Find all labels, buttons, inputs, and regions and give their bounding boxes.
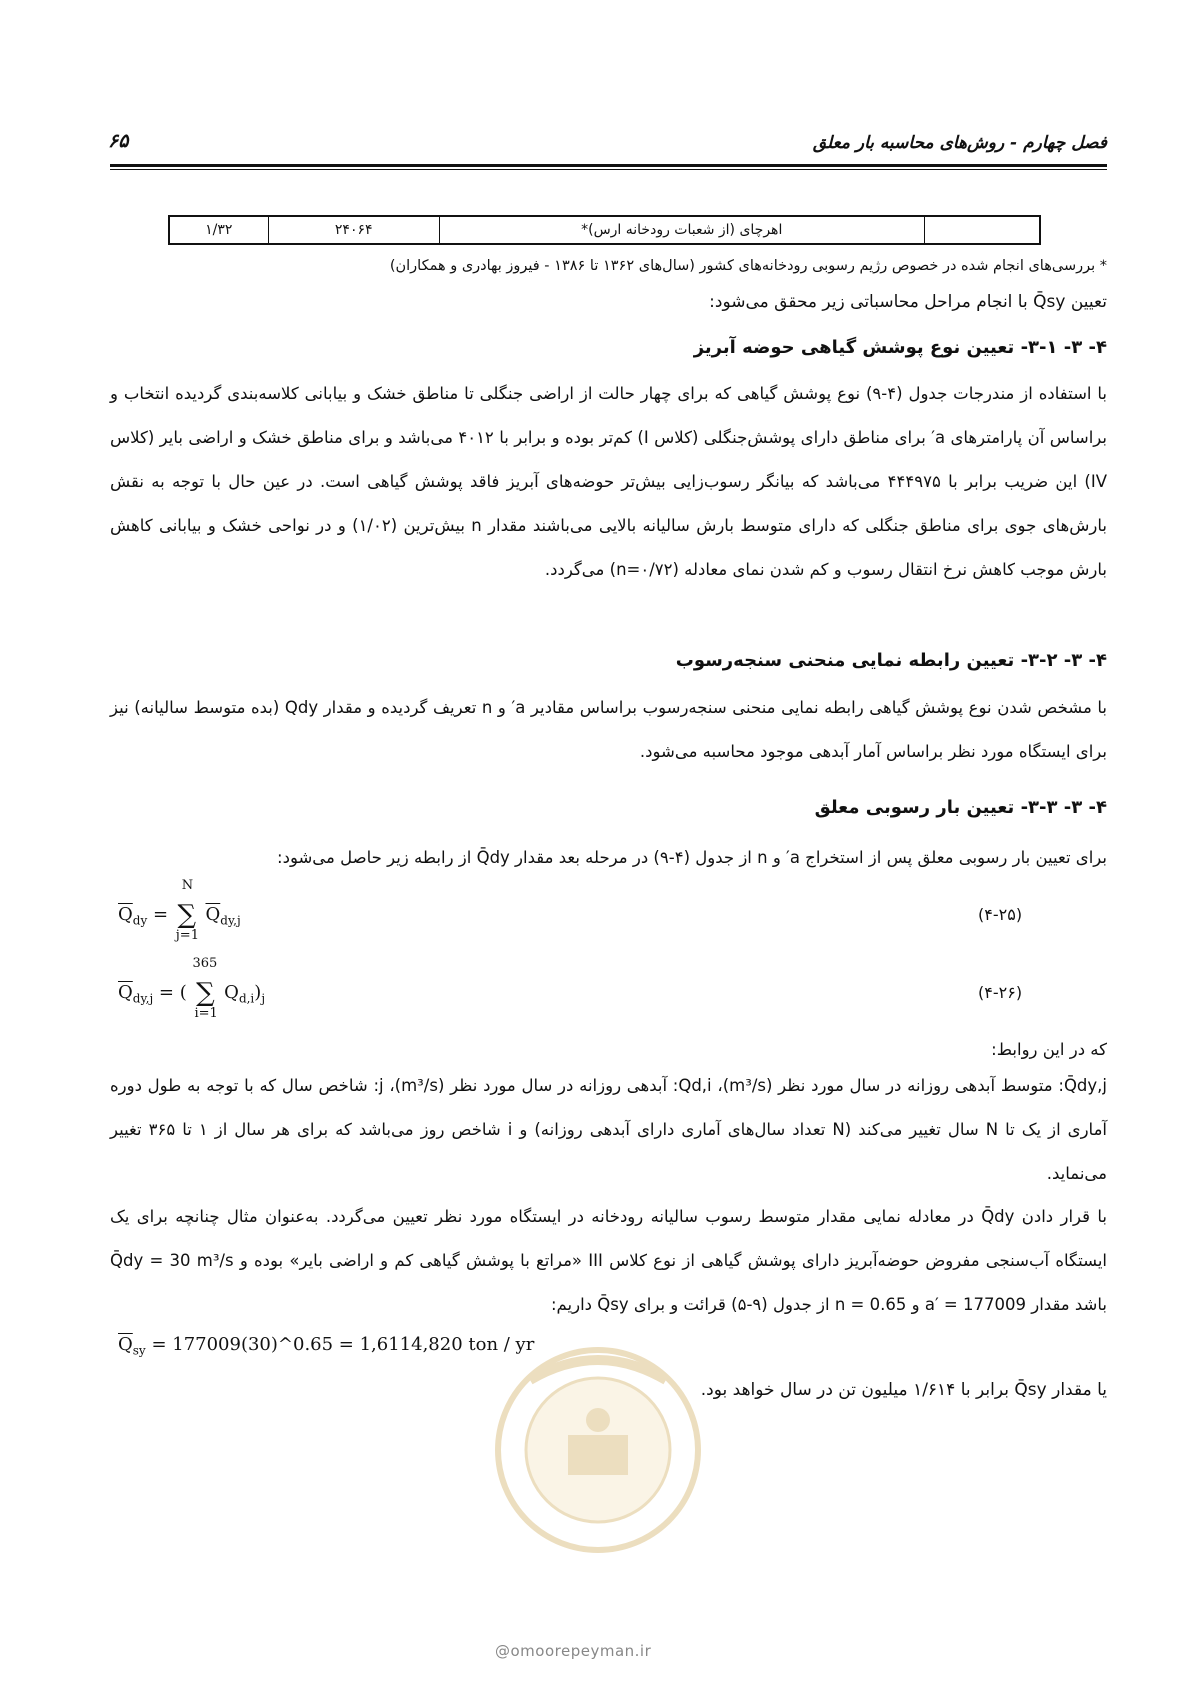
footnote: * بررسی‌های انجام شده در خصوص رژیم رسوبی رودخانه‌های کشور (سال‌های ۱۳۶۲ تا ۱۳۸۶ - فیروز بهادری و همکاران): [389, 258, 1107, 274]
watermark-text: @omoorepeyman.ir: [495, 1642, 652, 1660]
header-rule-thin: [110, 169, 1107, 170]
equation-26-label: (۴-۲۶): [978, 983, 1023, 1002]
result-equation-text: = 177009(30)^0.65 = 1,6114,820 ton / yr: [151, 1334, 535, 1355]
data-table: [168, 215, 1041, 245]
watermark-seal-icon: [470, 1340, 725, 1570]
chapter-title: فصل چهارم - روش‌های محاسبه بار معلق: [812, 133, 1107, 153]
header-rule: [110, 164, 1107, 167]
result-equation: $\overline{Q}_{sy}$ = 177009(30)^0.65 = 1,6114,820 ton / yr: [118, 1334, 535, 1358]
example-paragraph: با قرار دادن Q̄dy در معادله نمایی مقدار متوسط رسوب سالیانه رودخانه در ایستگاه مورد نظر تعیین می‌گردد. به‌عنوان مثال چنانچه برای یک ایستگاه آب‌سنجی مفروض حوضه‌آبریز دارای پوشش گیاهی از نوع کلاس III «مراتع با پوشش گیاهی کم و اراضی بایر» بوده و Q̄dy = 30 m³/s باشد مقدار a′ = 177009 و n = 0.65 از جدول (۹-۵) قرائت و برای Q̄sy داریم:: [110, 1207, 1108, 1314]
equation-26: $\overline{Q}_{dy,j}$ = ( 365 ∑ i=1 $Q_{d,i})_j$: [118, 956, 266, 1021]
section-heading-3: ۴- ۳- ۳-۳- تعیین بار رسوبی معلق: [814, 797, 1107, 818]
sum-upper: 365: [192, 956, 218, 971]
table-cell-value1: ۲۴۰۶۴: [268, 216, 439, 244]
section-body-1: با استفاده از مندرجات جدول (۴-۹) نوع پوشش گیاهی که برای چهار حالت از اراضی جنگلی تا مناطق خشک و بیابانی کلاسه‌بندی گردیده انتخاب و براساس آن پارامترهای a′ برای مناطق دارای پوشش‌جنگلی (کلاس I) کم‌تر بوده و برابر با ۴۰۱۲ می‌باشد و برای مناطق خشک و اراضی بایر (کلاس IV) این ضریب برابر با ۴۴۴۹۷۵ می‌باشد که بیانگر رسوب‌زایی بیش‌تر حوضه‌های آبریز فاقد پوشش گیاهی است. در عین حال با توجه به نقش بارش‌های جوی برای مناطق جنگلی که دارای متوسط بارش سالیانه بالایی می‌باشند مقدار n بیش‌ترین (۱/۰۲) و در نواحی خشک و بیابانی کاهش بارش موجب کاهش نرخ انتقال رسوب و کم شدن نمای معادله (n=۰/۷۲) می‌گردد.: [110, 384, 1108, 579]
sum-upper: N: [181, 878, 194, 893]
intro-sentence: تعیین Q̄sy با انجام مراحل محاسباتی زیر محقق می‌شود:: [709, 292, 1107, 312]
definitions: Q̄dy,j: متوسط آبدهی روزانه در سال مورد نظر (m³/s)، Qd,i: آبدهی روزانه در سال مورد نظر (m³/s)، j: شاخص سال که با توجه به طول دوره آماری از یک تا N سال تغییر می‌کند (N تعداد سال‌های آماری دارای آبدهی روزانه) و i شاخص روز می‌باشد که برای هر سال از ۱ تا ۳۶۵ تغییر می‌نماید.: [110, 1076, 1108, 1183]
section-body-3: برای تعیین بار رسوبی معلق پس از استخراج a′ و n از جدول (۴-۹) در مرحله بعد مقدار Q̄dy از رابطه زیر حاصل می‌شود:: [277, 848, 1107, 867]
section-body-2: با مشخص شدن نوع پوشش گیاهی رابطه نمایی منحنی سنجه‌رسوب براساس مقادیر a′ و n تعریف گردیده و مقدار Qdy (بده متوسط سالیانه) نیز برای ایستگاه مورد نظر براساس آمار آبدهی موجود محاسبه می‌شود.: [110, 698, 1107, 761]
table-cell-empty: [924, 216, 1040, 244]
page-number: ۶۵: [108, 130, 129, 152]
section-heading-1: ۴- ۳- ۳-۱- تعیین نوع پوشش گیاهی حوضه آبریز: [693, 337, 1107, 358]
equation-25: $\overline{Q}_{dy}$ = N ∑ j=1 $\overline{Q}_{dy,j}$: [118, 878, 241, 943]
result-sentence: یا مقدار Q̄sy برابر با ۱/۶۱۴ میلیون تن در سال خواهد بود.: [700, 1380, 1107, 1400]
table-cell-station: اهرچای (از شعبات رودخانه ارس)*: [439, 216, 924, 244]
table-cell-value2: ۱/۳۲: [169, 216, 268, 244]
section-heading-2: ۴- ۳- ۳-۲- تعیین رابطه نمایی منحنی سنجه‌رسوب: [675, 650, 1107, 671]
sum-lower: i=1: [194, 1006, 218, 1021]
table-row: [169, 216, 1040, 244]
equation-25-label: (۴-۲۵): [978, 905, 1023, 924]
where-label: که در این روابط:: [991, 1040, 1107, 1059]
sum-lower: j=1: [175, 928, 199, 943]
